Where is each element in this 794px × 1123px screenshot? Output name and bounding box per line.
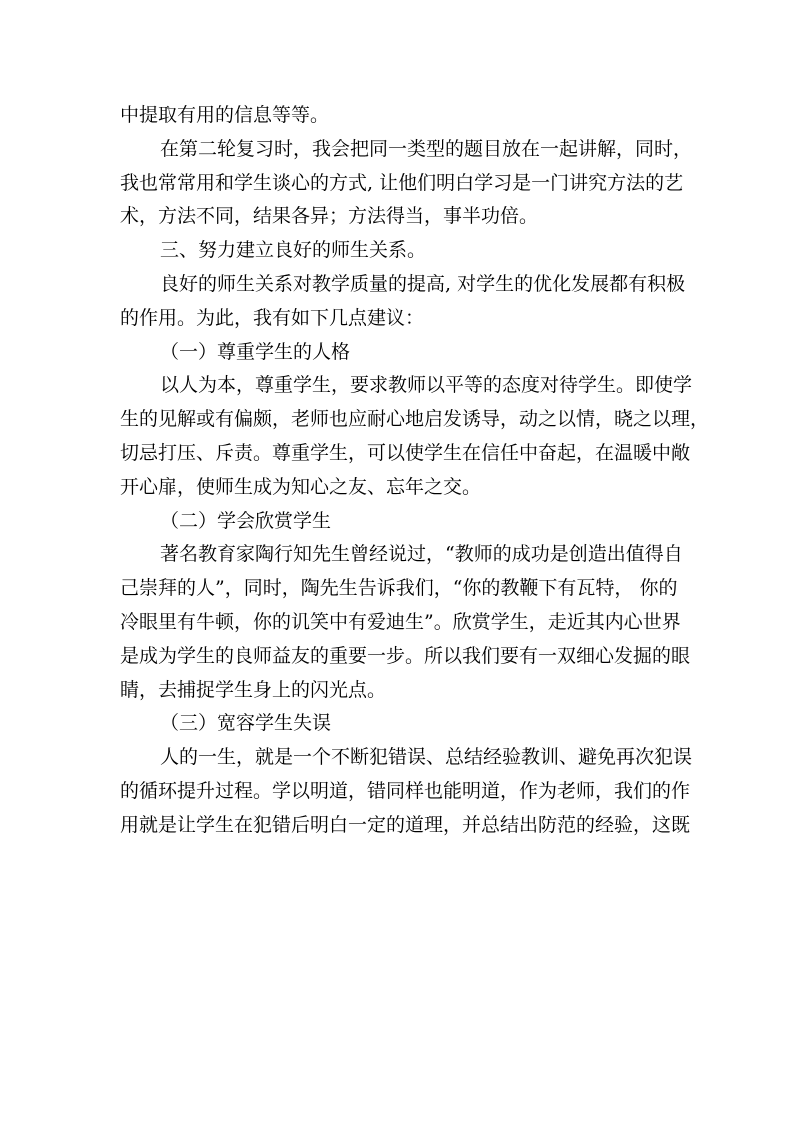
- paragraph-start: 著名教育家陶行知先生曾经说过，“教师的成功是创造出值得自: [160, 543, 683, 566]
- text-line: 我也常常用和学生谈心的方式, 让他们明白学习是一门讲究方法的艺: [120, 171, 684, 194]
- text-line: 是成为学生的良师益友的重要一步。所以我们要有一双细心发掘的眼: [120, 644, 691, 667]
- text-line: 术，方法不同，结果各异；方法得当，事半功倍。: [120, 205, 539, 228]
- text-line: 开心扉，使师生成为知心之友、忘年之交。: [120, 475, 482, 498]
- paragraph-start: 以人为本，尊重学生，要求教师以平等的态度对待学生。即使学: [160, 374, 693, 397]
- text-line: 冷眼里有牛顿，你的讥笑中有爱迪生”。欣赏学生，走近其内心世界: [120, 610, 681, 633]
- text-line: 生的见解或有偏颇，老师也应耐心地启发诱导，动之以情，晓之以理，: [120, 408, 710, 431]
- text-line: 用就是让学生在犯错后明白一定的道理，并总结出防范的经验，这既: [120, 813, 691, 836]
- subsection-heading: （三）宽容学生失误: [160, 712, 332, 735]
- paragraph-start: 在第二轮复习时，我会把同一类型的题目放在一起讲解，同时，: [160, 137, 693, 160]
- text-line: 的循环提升过程。学以明道，错同样也能明道，作为老师，我们的作: [120, 779, 691, 802]
- paragraph-start: 人的一生，就是一个不断犯错误、总结经验教训、避免再次犯误: [160, 746, 693, 769]
- text-line: 切忌打压、斥责。尊重学生，可以使学生在信任中奋起，在温暖中敞: [120, 441, 691, 464]
- text-line: 己崇拜的人”，同时，陶先生告诉我们，“你的教鞭下有瓦特， 你的: [120, 577, 678, 600]
- subsection-heading: （一）尊重学生的人格: [160, 340, 351, 363]
- paragraph-start: 良好的师生关系对教学质量的提高, 对学生的优化发展都有积极: [160, 272, 686, 295]
- text-line: 中提取有用的信息等等。: [120, 104, 330, 126]
- subsection-heading: （二）学会欣赏学生: [160, 509, 332, 532]
- text-line: 睛，去捕捉学生身上的闪光点。: [120, 678, 387, 701]
- section-heading: 三、努力建立良好的师生关系。: [160, 239, 427, 262]
- document-body: [120, 99, 710, 843]
- text-line: 的作用。为此，我有如下几点建议：: [120, 306, 425, 329]
